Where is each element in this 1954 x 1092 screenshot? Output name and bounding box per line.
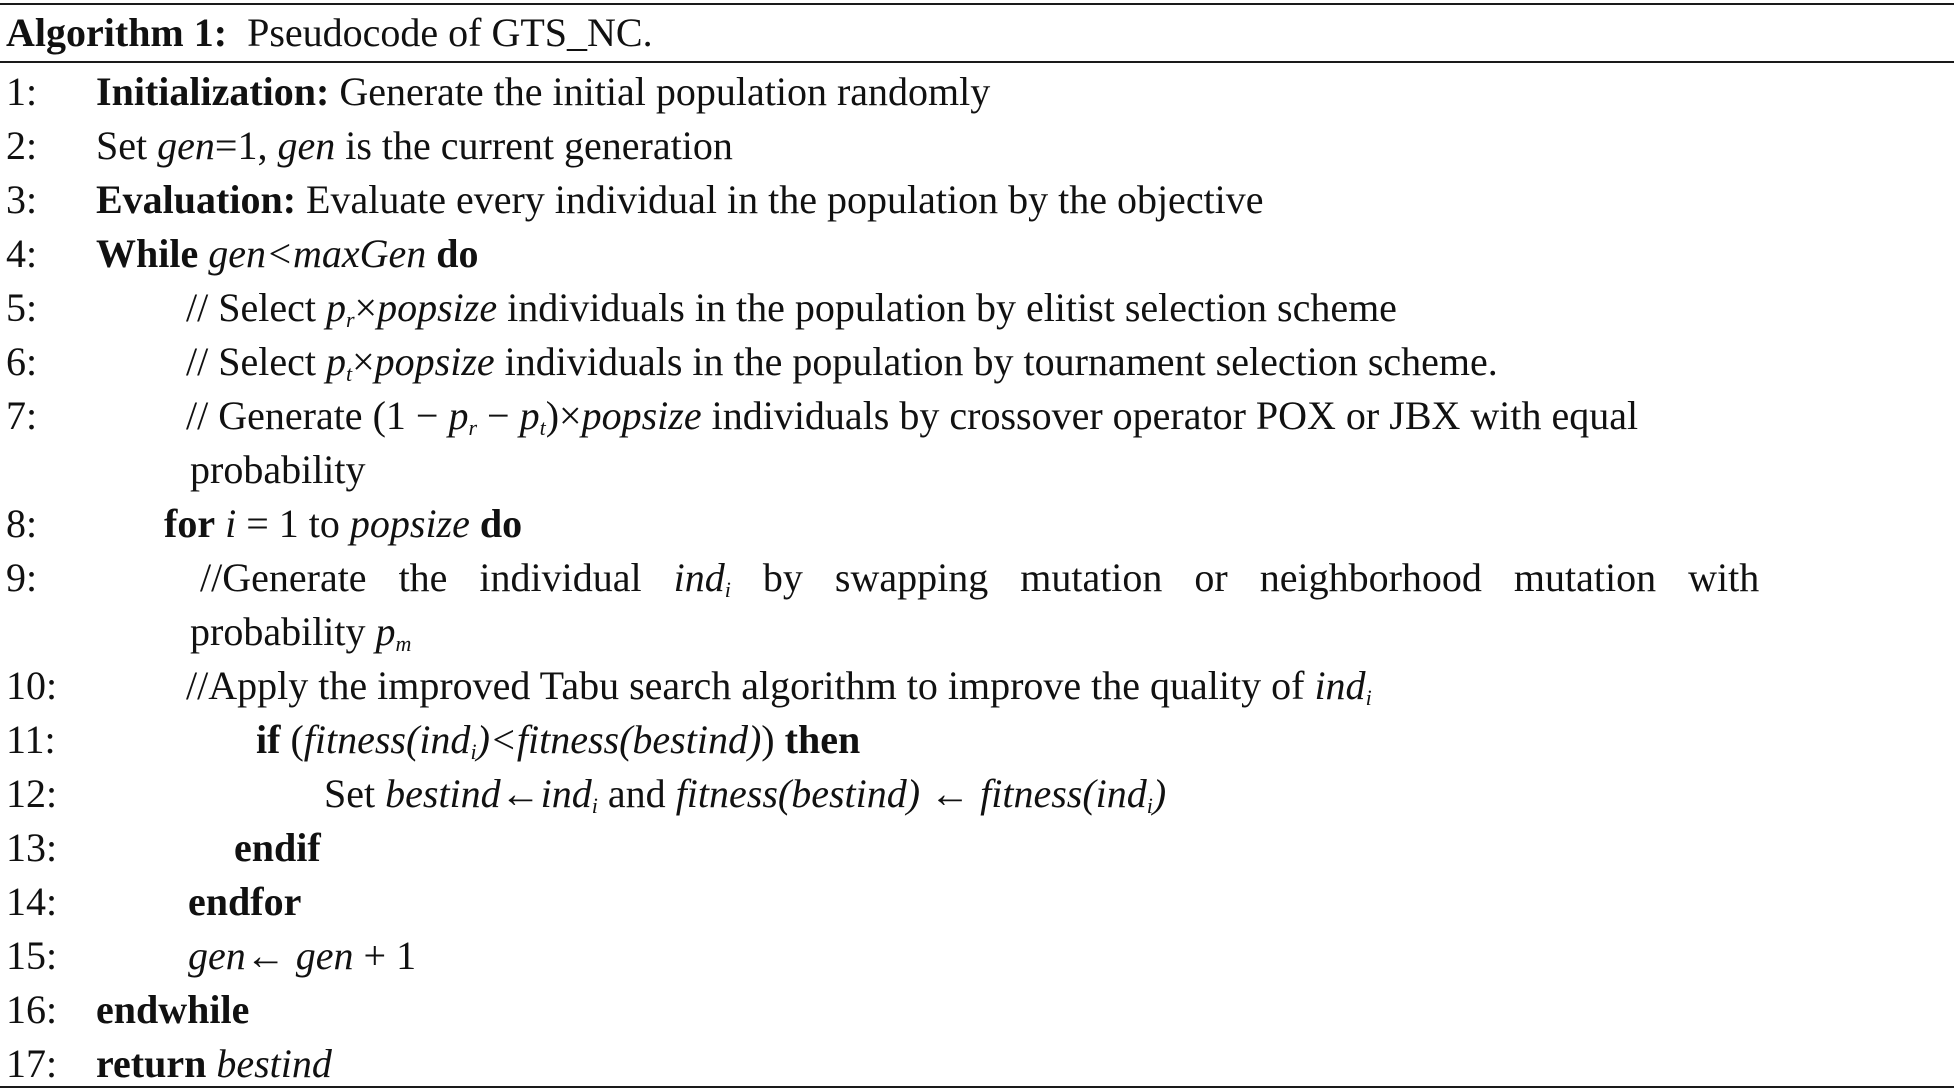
algorithm-caption (6, 6, 653, 60)
line-number: 10: (6, 663, 58, 708)
subscript: m (395, 631, 412, 656)
variable: ind (673, 555, 725, 600)
operator: − (477, 393, 520, 438)
algo-line-9 (0, 551, 1954, 605)
subscript: t (345, 361, 353, 386)
line-number: 5: (6, 285, 38, 330)
caption-title: Pseudocode of GTS_NC. (247, 10, 653, 55)
text-fragment: Set (96, 123, 158, 168)
text-fragment: and (597, 771, 676, 816)
subscript: r (345, 307, 355, 332)
line-number: 4: (6, 231, 38, 276)
comment: //Generate the individual (200, 555, 674, 600)
algo-line-15 (0, 929, 1954, 983)
expression: fitness(ind (303, 717, 471, 762)
condition: gen<maxGen (208, 231, 427, 276)
comment: // Generate (1 − (186, 393, 449, 438)
algo-line-2 (0, 119, 1954, 173)
algo-line-11 (0, 713, 1954, 767)
variable: bestind (385, 771, 501, 816)
expression: fitness(bestind) (675, 771, 921, 816)
line-number: 9: (6, 555, 38, 600)
line-text (188, 929, 416, 983)
line-number: 7: (6, 393, 38, 438)
variable: bestind (216, 1041, 332, 1086)
algo-line-7 (0, 389, 1954, 443)
bottom-rule (0, 1086, 1954, 1088)
keyword: endfor (188, 879, 302, 924)
keyword: do (436, 231, 479, 276)
paren: ) (761, 717, 775, 762)
line-text (186, 389, 1638, 455)
algo-line-6 (0, 335, 1954, 389)
arrow: ← (245, 933, 296, 978)
variable: gen (295, 933, 354, 978)
comment: individuals in the population by elitist selection scheme (507, 285, 1397, 330)
variable: popsize (581, 393, 702, 438)
line-number: 17: (6, 1041, 58, 1086)
expression: ) (1152, 771, 1167, 816)
variable: ind (540, 771, 592, 816)
subscript: r (468, 415, 478, 440)
line-number: 3: (6, 177, 38, 222)
comment: by swapping mutation or neighborhood mutation with (762, 555, 1760, 600)
keyword: While (96, 231, 199, 276)
line-number: 11: (6, 717, 56, 762)
statement: Generate the initial population randomly (339, 69, 991, 114)
variable: p (325, 339, 346, 384)
keyword: for (164, 501, 216, 546)
operator: × (352, 339, 375, 384)
keyword: do (479, 501, 523, 546)
keyword: endif (234, 825, 321, 870)
line-number: 15: (6, 933, 58, 978)
algo-line-4 (0, 227, 1954, 281)
algo-line-17 (0, 1037, 1954, 1091)
variable: gen (277, 123, 336, 168)
line-number: 2: (6, 123, 38, 168)
line-text (164, 497, 522, 551)
caption-label: Algorithm 1: (6, 10, 228, 55)
top-rule (0, 3, 1954, 5)
keyword: endwhile (96, 987, 250, 1032)
line-text (96, 227, 479, 281)
keyword: then (784, 717, 861, 762)
line-number: 14: (6, 879, 58, 924)
arrow: ← (920, 771, 981, 816)
line-number: 1: (6, 69, 38, 114)
comment: individuals by crossover operator POX or JBX with equal (711, 393, 1639, 438)
expression: )<fitness(bestind) (476, 717, 762, 762)
text-fragment: is the current generation (335, 123, 733, 168)
arrow: ← (500, 771, 541, 816)
subscript: i (470, 739, 477, 764)
subscript: i (1365, 685, 1372, 710)
line-text (96, 65, 990, 119)
keyword: return (96, 1041, 207, 1086)
statement: Evaluate every individual in the population by the objective (306, 177, 1264, 222)
keyword: Initialization: (96, 69, 330, 114)
comment: // Select (186, 285, 326, 330)
line-number: 8: (6, 501, 38, 546)
comment: //Apply the improved Tabu search algorithm to improve the quality of (186, 663, 1315, 708)
line-text (96, 1037, 332, 1091)
variable: popsize (349, 501, 470, 546)
text-fragment: = 1 to (236, 501, 350, 546)
line-number: 16: (6, 987, 58, 1032)
algo-line-10 (0, 659, 1954, 713)
line-text (200, 551, 1759, 617)
algo-line-14 (0, 875, 1954, 929)
keyword: if (256, 717, 281, 762)
subscript: t (539, 415, 546, 440)
comment: probability (190, 609, 376, 654)
subscript: i (724, 577, 731, 602)
header-rule (0, 61, 1954, 63)
subscript: i (1146, 793, 1153, 818)
algo-line-5 (0, 281, 1954, 335)
variable: i (225, 501, 237, 546)
algo-line-1 (0, 65, 1954, 119)
keyword: Evaluation: (96, 177, 297, 222)
line-number: 12: (6, 771, 58, 816)
text-fragment: Set (324, 771, 386, 816)
algo-line-7-continuation: probability (190, 447, 366, 492)
variable: p (375, 609, 396, 654)
line-text (96, 119, 733, 173)
comment: individuals in the population by tournament selection scheme. (504, 339, 1498, 384)
comment: // Select (186, 339, 326, 384)
operator: × (354, 285, 378, 330)
variable: p (325, 285, 346, 330)
variable: p (448, 393, 469, 438)
line-text (96, 173, 1264, 227)
operator: )× (545, 393, 582, 438)
algo-line-12 (0, 767, 1954, 821)
variable: gen (157, 123, 215, 168)
algo-line-13 (0, 821, 1954, 875)
variable: ind (1314, 663, 1366, 708)
variable: p (519, 393, 540, 438)
algo-line-3 (0, 173, 1954, 227)
text-fragment: =1, (214, 123, 278, 168)
algo-line-16 (0, 983, 1954, 1037)
text-fragment: + 1 (353, 933, 417, 978)
variable: popsize (377, 285, 498, 330)
variable: popsize (374, 339, 495, 384)
line-number: 13: (6, 825, 58, 870)
paren: ( (290, 717, 304, 762)
line-number: 6: (6, 339, 38, 384)
variable: gen (188, 933, 246, 978)
expression: fitness(ind (980, 771, 1147, 816)
subscript: i (591, 793, 598, 818)
algo-line-8 (0, 497, 1954, 551)
